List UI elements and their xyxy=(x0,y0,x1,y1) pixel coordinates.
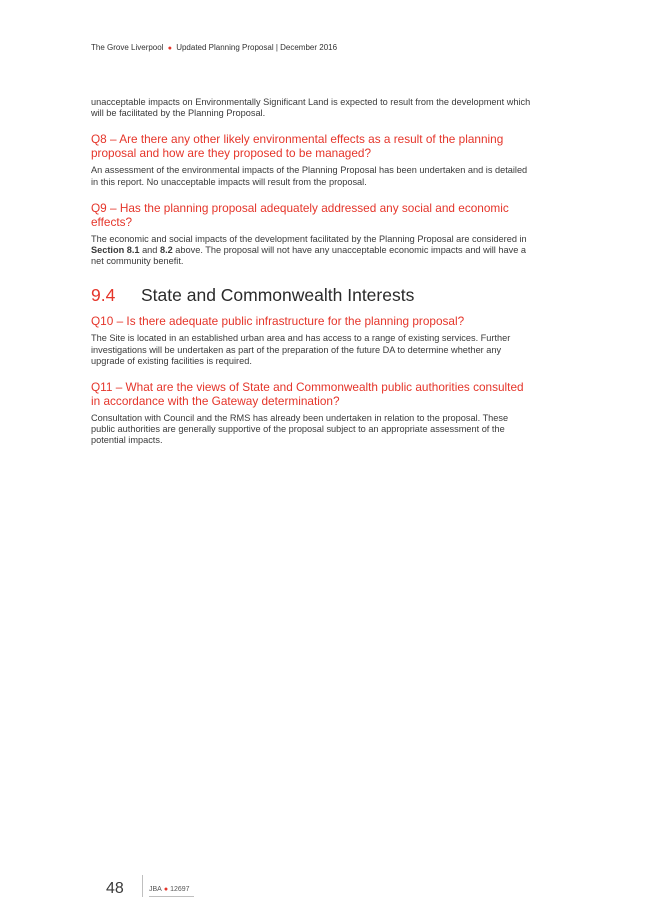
page-content xyxy=(91,97,533,447)
footer-company: JBA xyxy=(149,886,162,893)
q9-body-and: and xyxy=(139,245,160,256)
q11-heading: Q11 – What are the views of State and Commonwealth public authorities consulted in accordance with the Gateway determination? xyxy=(91,380,524,409)
header-document-name: The Grove Liverpool xyxy=(91,43,164,52)
page-number: 48 xyxy=(106,880,124,897)
footer-job-number: 12697 xyxy=(170,886,190,893)
q9-body xyxy=(91,234,533,268)
q11-body: Consultation with Council and the RMS has already been undertaken in relation to the proposal. These public authorities are generally supportive of the proposal subject to an appropriate assessment of the potential impacts. xyxy=(91,413,509,446)
section-title: State and Commonwealth Interests xyxy=(141,285,415,306)
section-heading xyxy=(91,285,533,305)
footer-divider xyxy=(142,875,143,897)
q9-body-pre: The economic and social impacts of the development facilitated by the Planning Proposal are considered in xyxy=(91,233,527,244)
q8-body: An assessment of the environmental impacts of the Planning Proposal has been undertaken and is detailed in this report. No unacceptable impacts will result from the proposal. xyxy=(91,165,528,187)
q10-body: The Site is located in an established urban area and has access to a range of existing services. Further investigations will be undertaken as part of the preparation of the future DA to determine whether any upgrade of existing facilities is required. xyxy=(91,333,511,366)
section-ref-8-1: Section 8.1 xyxy=(91,245,140,256)
q8-heading: Q8 – Are there any other likely environmental effects as a result of the planning proposal and how are they proposed to be managed? xyxy=(91,132,504,161)
page-footer xyxy=(91,875,194,897)
running-header xyxy=(91,43,337,52)
header-document-details: Updated Planning Proposal | December 2016 xyxy=(176,43,338,52)
q9-body-post: above. The proposal will not have any unacceptable economic impacts and will have a net community benefit. xyxy=(91,245,526,267)
intro-paragraph: unacceptable impacts on Environmentally Significant Land is expected to result from the development which will be facilitated by the Planning Proposal. xyxy=(91,97,531,119)
section-number: 9.4 xyxy=(91,285,116,306)
bullet-separator-icon: ● xyxy=(167,45,172,52)
q10-heading: Q10 – Is there adequate public infrastructure for the planning proposal? xyxy=(91,314,465,329)
section-ref-8-2: 8.2 xyxy=(159,245,173,256)
q9-heading: Q9 – Has the planning proposal adequately addressed any social and economic effects? xyxy=(91,200,509,229)
footer-bullet-icon: ● xyxy=(163,886,169,893)
footer-reference xyxy=(149,885,194,897)
